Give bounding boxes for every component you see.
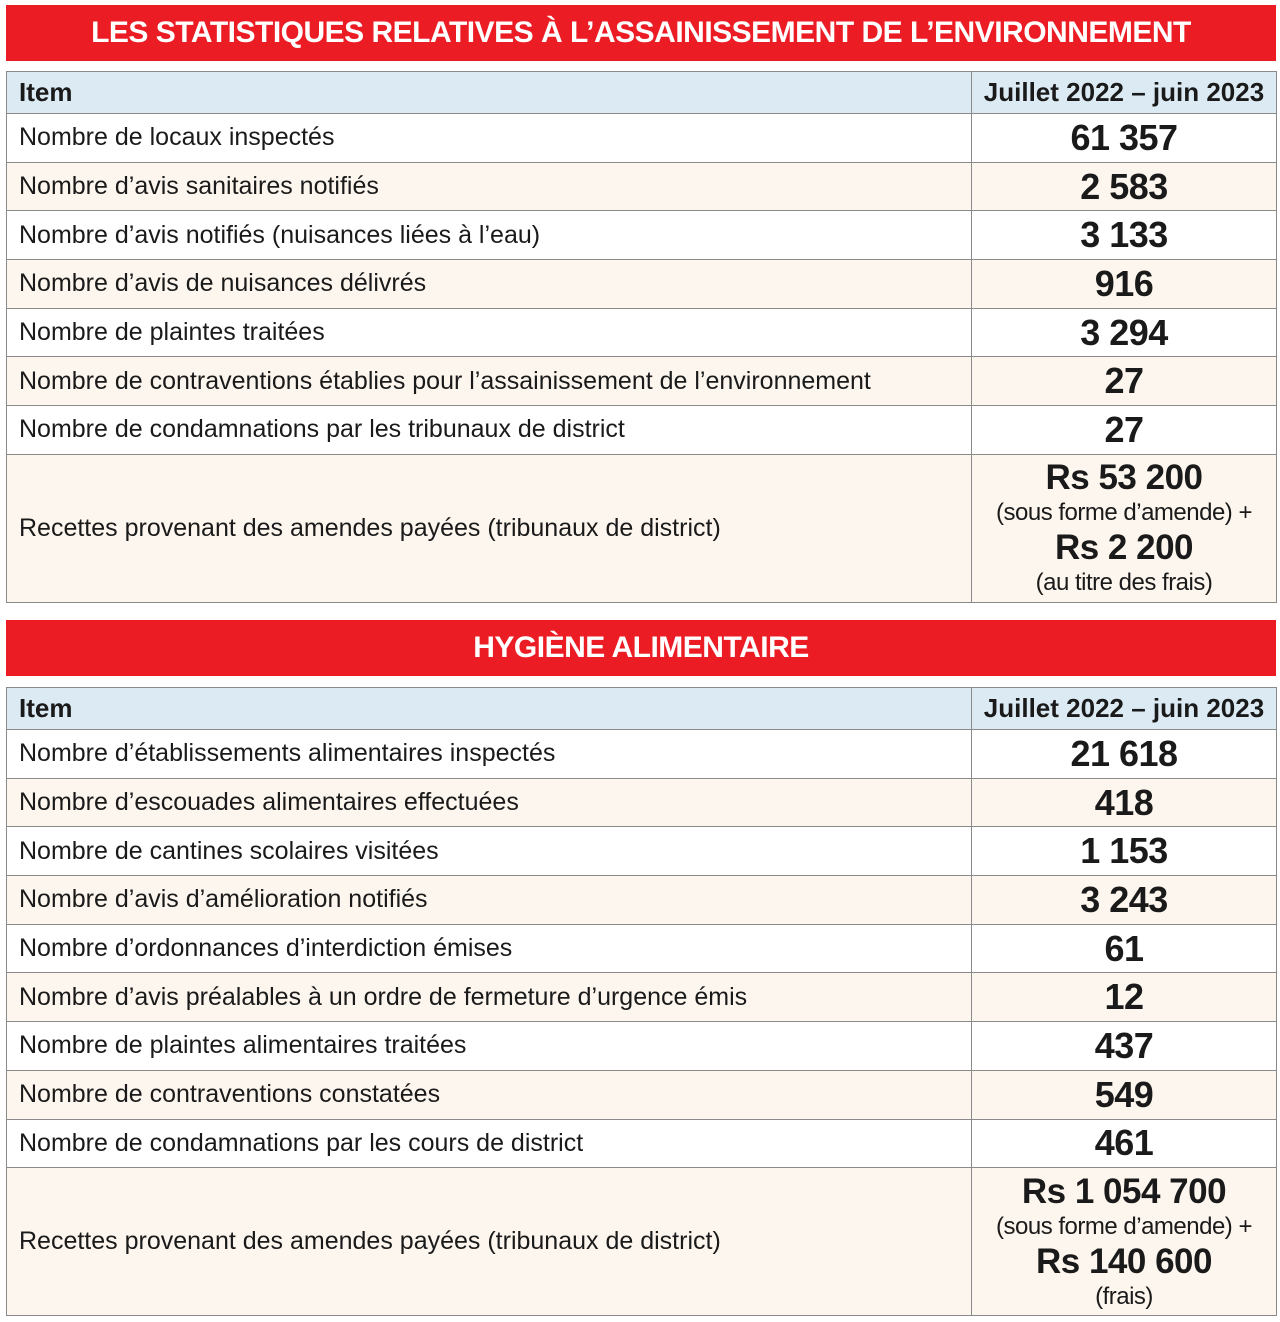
table-row [7, 308, 1277, 357]
table-row [7, 114, 1277, 163]
row-label: Nombre d’ordonnances d’interdiction émises [7, 924, 972, 973]
row-label: Nombre de condamnations par les cours de district [7, 1119, 972, 1168]
table-row [7, 1119, 1277, 1168]
header-period: Juillet 2022 – juin 2023 [972, 688, 1277, 730]
table-row [7, 778, 1277, 827]
row-value: 61 [972, 924, 1277, 973]
row-label: Nombre d’avis préalables à un ordre de fermeture d’urgence émis [7, 973, 972, 1022]
table-row-recettes [7, 454, 1277, 602]
row-value: 549 [972, 1070, 1277, 1119]
table-row-recettes [7, 1168, 1277, 1316]
row-value: 3 294 [972, 308, 1277, 357]
table-row [7, 211, 1277, 260]
row-label: Nombre de cantines scolaires visitées [7, 827, 972, 876]
row-value: 21 618 [972, 730, 1277, 779]
table-row [7, 162, 1277, 211]
row-label: Nombre de locaux inspectés [7, 114, 972, 163]
row-value: 461 [972, 1119, 1277, 1168]
table-row [7, 357, 1277, 406]
recettes-value [972, 454, 1277, 602]
row-label: Nombre d’avis sanitaires notifiés [7, 162, 972, 211]
recettes-note-amende: (sous forme d’amende) + [996, 499, 1252, 527]
row-value: 27 [972, 406, 1277, 455]
table-header-row [7, 688, 1277, 730]
table-row [7, 876, 1277, 925]
row-value: 2 583 [972, 162, 1277, 211]
row-value: 437 [972, 1022, 1277, 1071]
row-label: Nombre d’avis de nuisances délivrés [7, 260, 972, 309]
recettes-amount-amende: Rs 1 054 700 [1021, 1171, 1227, 1211]
recettes-label: Recettes provenant des amendes payées (tribunaux de district) [7, 454, 972, 602]
header-item: Item [7, 688, 972, 730]
header-period: Juillet 2022 – juin 2023 [972, 72, 1277, 114]
row-label: Nombre d’avis notifiés (nuisances liées à l’eau) [7, 211, 972, 260]
recettes-note-frais: (frais) [1095, 1282, 1153, 1310]
row-value: 916 [972, 260, 1277, 309]
table-row [7, 1022, 1277, 1071]
recettes-amount-frais: Rs 140 600 [1036, 1241, 1212, 1281]
table-row [7, 973, 1277, 1022]
table-row [7, 730, 1277, 779]
row-label: Nombre de plaintes traitées [7, 308, 972, 357]
recettes-note-frais: (au titre des frais) [1035, 569, 1213, 597]
row-label: Nombre de plaintes alimentaires traitées [7, 1022, 972, 1071]
section-title-assainissement: LES STATISTIQUES RELATIVES À L’ASSAINISSEMENT DE L’ENVIRONNEMENT [6, 5, 1276, 61]
row-value: 12 [972, 973, 1277, 1022]
row-value: 3 243 [972, 876, 1277, 925]
table-header-row [7, 72, 1277, 114]
row-value: 3 133 [972, 211, 1277, 260]
header-item: Item [7, 72, 972, 114]
table-row [7, 1070, 1277, 1119]
row-label: Nombre d’établissements alimentaires inspectés [7, 730, 972, 779]
table-assainissement [6, 71, 1277, 603]
row-value: 1 153 [972, 827, 1277, 876]
row-value: 27 [972, 357, 1277, 406]
table-row [7, 827, 1277, 876]
recettes-amount-amende: Rs 53 200 [1045, 458, 1203, 498]
table-row [7, 406, 1277, 455]
row-value: 418 [972, 778, 1277, 827]
row-label: Nombre de contraventions constatées [7, 1070, 972, 1119]
row-label: Nombre de condamnations par les tribunaux de district [7, 406, 972, 455]
row-label: Nombre d’avis d’amélioration notifiés [7, 876, 972, 925]
table-row [7, 924, 1277, 973]
recettes-label: Recettes provenant des amendes payées (tribunaux de district) [7, 1168, 972, 1316]
section-title-hygiene: HYGIÈNE ALIMENTAIRE [6, 620, 1276, 676]
row-label: Nombre de contraventions établies pour l’assainissement de l’environnement [7, 357, 972, 406]
row-label: Nombre d’escouades alimentaires effectuées [7, 778, 972, 827]
table-row [7, 260, 1277, 309]
recettes-note-amende: (sous forme d’amende) + [996, 1212, 1252, 1240]
table-hygiene-alimentaire [6, 687, 1277, 1316]
row-value: 61 357 [972, 114, 1277, 163]
recettes-value [972, 1168, 1277, 1316]
recettes-amount-frais: Rs 2 200 [1054, 528, 1194, 568]
